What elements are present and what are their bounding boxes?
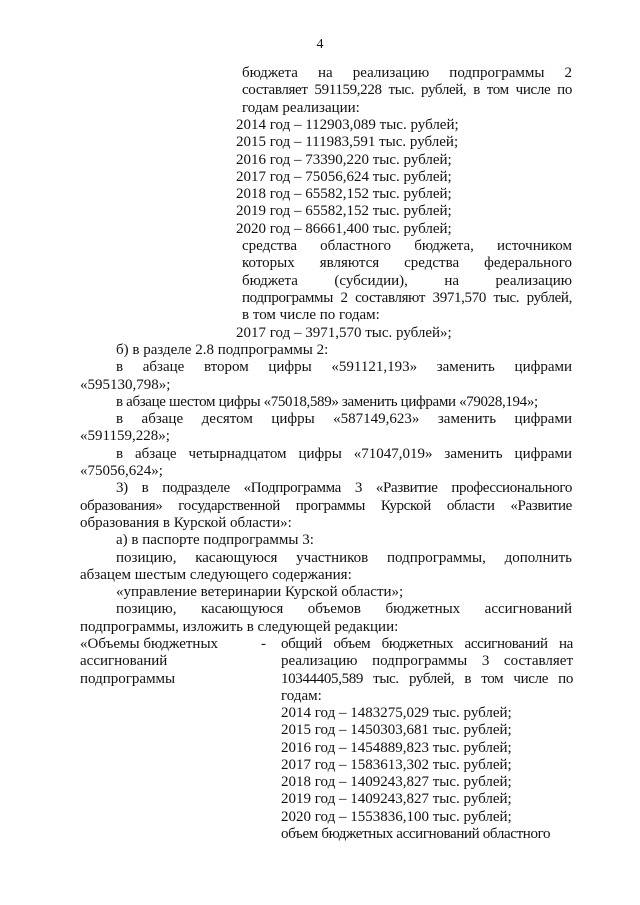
para-line: в абзаце втором цифры «591121,193» заменить цифрами: [116, 359, 572, 376]
table-right-last-line: объем бюджетных ассигнований областного: [281, 826, 551, 843]
para-line: в абзаце десятом цифры «587149,623» заменить цифрами: [116, 411, 572, 428]
table-right-column: [281, 636, 573, 705]
para-line: позицию, касающуюся участников подпрограммы, дополнить: [116, 549, 572, 566]
para-line: «595130,798»;: [80, 376, 171, 393]
para-line: образования» государственной программы Курской области «Развитие: [80, 497, 572, 514]
body-text: [80, 342, 572, 636]
regional-year-text: 2017 год – 3971,570 тыс. рублей»;: [236, 325, 452, 341]
section-b-heading: б) в разделе 2.8 подпрограммы 2:: [116, 342, 329, 358]
table-year-line: 2019 год – 1409243,827 тыс. рублей;: [281, 791, 512, 808]
regional-budget-block: [242, 238, 572, 324]
para-line: «75056,624»;: [80, 463, 163, 480]
para-line: в абзаце шестом цифры «75018,589» заменить цифрами «79028,194»;: [116, 393, 538, 410]
year-line: 2020 год – 86661,400 тыс. рублей;: [236, 220, 452, 237]
year-line: 2016 год – 73390,220 тыс. рублей;: [236, 151, 452, 168]
table-right-line: 10344405,589 тыс. рублей, в том числе по: [281, 670, 573, 687]
para-line: в абзаце четырнадцатом цифры «71047,019» заменить цифрами: [116, 445, 572, 462]
table-right-line: реализацию подпрограммы 3 составляет: [281, 653, 573, 670]
regional-line-4: подпрограммы 2 составляют 3971,570 тыс. рублей,: [242, 289, 572, 306]
table-year-line: 2014 год – 1483275,029 тыс. рублей;: [281, 705, 512, 721]
table-years-list: [281, 705, 573, 843]
budget-line-2: составляет 591159,228 тыс. рублей, в том числе по: [242, 82, 572, 99]
table-year-line: 2016 год – 1454889,823 тыс. рублей;: [281, 739, 512, 756]
para-line: абзацем шестым следующего содержания:: [80, 566, 352, 583]
para-line: подпрограммы, изложить в следующей редакции:: [80, 618, 399, 635]
years-list-1: [236, 117, 572, 238]
table-right-line: общий объем бюджетных ассигнований на: [281, 636, 573, 652]
budget-line-1: бюджета на реализацию подпрограммы 2: [242, 65, 572, 81]
table-right-line: годам:: [281, 687, 322, 704]
para-line: позицию, касающуюся объемов бюджетных ассигнований: [116, 601, 572, 618]
regional-line-5: в том числе по годам:: [242, 307, 380, 324]
para-line: «591159,228»;: [80, 428, 170, 445]
page-number: 4: [316, 37, 324, 52]
section-a-heading: а) в паспорте подпрограммы 3:: [116, 532, 314, 549]
table-left-column: [80, 636, 250, 688]
table-dash: -: [261, 636, 266, 652]
para-line: «управление ветеринарии Курской области»;: [116, 584, 404, 601]
table-left-line: «Объемы бюджетных: [80, 636, 219, 652]
year-line: 2014 год – 112903,089 тыс. рублей;: [236, 117, 459, 133]
regional-line-3: бюджета (субсидии), на реализацию: [242, 272, 572, 289]
year-line: 2015 год – 111983,591 тыс. рублей;: [236, 134, 459, 151]
para-line: образования в Курской области»:: [80, 514, 292, 531]
regional-line-2: которых являются средства федерального: [242, 255, 572, 272]
table-year-line: 2015 год – 1450303,681 тыс. рублей;: [281, 722, 512, 739]
table-year-line: 2017 год – 1583613,302 тыс. рублей;: [281, 756, 512, 773]
table-year-line: 2020 год – 1553836,100 тыс. рублей;: [281, 808, 512, 825]
budget-line-3: годам реализации:: [242, 99, 360, 116]
table-left-line: подпрограммы: [80, 670, 176, 687]
para-line: 3) в подразделе «Подпрограмма 3 «Развитие профессионального: [116, 480, 572, 497]
year-line: 2019 год – 65582,152 тыс. рублей;: [236, 203, 452, 220]
year-line: 2018 год – 65582,152 тыс. рублей;: [236, 186, 452, 203]
regional-year-line: [236, 325, 572, 342]
table-left-line: ассигнований: [80, 653, 168, 670]
top-block: [242, 65, 572, 117]
year-line: 2017 год – 75056,624 тыс. рублей;: [236, 168, 452, 185]
regional-line-1: средства областного бюджета, источником: [242, 238, 572, 254]
table-year-line: 2018 год – 1409243,827 тыс. рублей;: [281, 774, 512, 791]
